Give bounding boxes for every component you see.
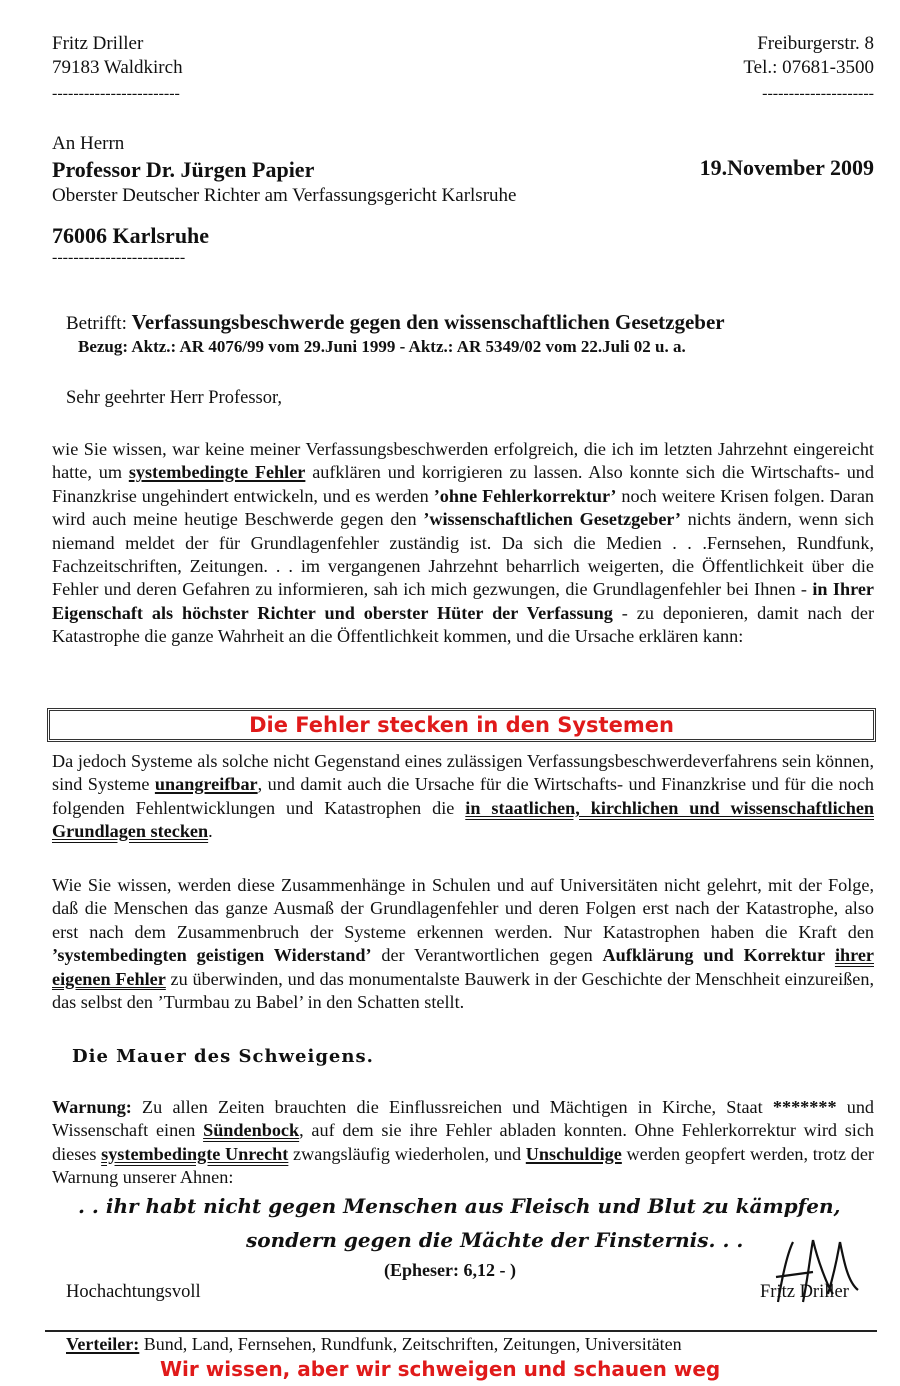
recipient-title: Oberster Deutscher Richter am Verfassungsgericht Karlsruhe — [52, 185, 517, 206]
p4-emph-unrecht: systembedingte Unrecht — [101, 1143, 289, 1164]
p1-emph-ohne-fehlerkorrektur: ’ohne Fehlerkorrektur’ — [433, 485, 617, 506]
distribution-label: Verteiler: — [66, 1334, 140, 1354]
sender-phone: Tel.: 07681-3500 — [743, 57, 874, 78]
p3-emph-widerstand: ’systembedingten geistigen Widerstand’ — [52, 945, 372, 966]
p4-warning-label: Warnung: — [52, 1097, 132, 1117]
p4-text-b: Zu allen Zeiten brauchten die Einflussreichen und Mächtigen in Kirche, Staat — [131, 1097, 773, 1117]
p3-text-c: der Verantwortlichen gegen — [371, 945, 603, 966]
p1-text-g: nichts ändern, wenn sich niemand meldet der für Grundlagenfehler zuständig ist. Da sich die Medien . . .Fernsehen, Rundfunk, Fachzeitschriften, Zeitungen. . . im vergangenen Jahrzehnt beharrlich weigerten, die Öffentlichkeit über die Fehler und deren Gefahren zu informieren, sah ich mich gezwungen, die Grundlagenfehler bei Ihnen - — [52, 509, 874, 600]
p4-stars: ******* — [772, 1097, 837, 1117]
p1-emph-hoechster-richter: in Ihrer Eigenschaft als höchster Richter und oberster Hüter der Verfassung — [52, 579, 875, 623]
greeting: Sehr geehrter Herr Professor, — [66, 388, 283, 408]
p3-text-g: zu überwinden, und das monumentalste Bauwerk in der Geschichte der Menschheit einzureißen, das selbst den ’Turmbau zu Babel’ in den Schatten stellt. — [52, 968, 875, 1013]
recipient-city: 76006 Karlsruhe — [52, 223, 210, 248]
footer-red-slogan: Wir wissen, aber wir schweigen und schauen weg — [160, 1357, 721, 1381]
recipient-name: Professor Dr. Jürgen Papier — [52, 157, 315, 182]
distribution-line — [66, 1334, 682, 1355]
p4-text-g: zwangsläufig wiederholen, und — [288, 1143, 526, 1164]
sender-contact-block — [743, 32, 874, 102]
signature-name: Fritz Driller — [760, 1282, 849, 1302]
paragraph-2 — [52, 750, 874, 844]
p4-emph-unschuldige: Unschuldige — [525, 1143, 622, 1164]
distribution-text: Bund, Land, Fernsehen, Rundfunk, Zeitschriften, Zeitungen, Universitäten — [139, 1334, 682, 1354]
sender-divider: ------------------------ — [52, 85, 180, 102]
paragraph-1 — [52, 438, 874, 649]
p1-emph-wiss-gesetzgeber: ’wissenschaftlichen Gesetzgeber’ — [423, 509, 681, 530]
p4-text-e: , auf dem sie ihre Fehler abladen konnten. Ohne Fehlerkorrektur wird sich dieses — [52, 1120, 874, 1164]
p2-emph-grundlagen: in staatlichen, kirchlichen und wissenschaftlichen Grundlagen stecken — [52, 797, 875, 842]
p2-text-e: . — [208, 821, 213, 842]
subject-reference: Bezug: Aktz.: AR 4076/99 vom 29.Juni 1999 - Aktz.: AR 5349/02 vom 22.Juli 02 u. a. — [78, 337, 686, 356]
sender-name: Fritz Driller — [52, 33, 144, 54]
recipient-block — [52, 132, 516, 266]
sender-block — [52, 32, 183, 102]
p2-emph-unangreifbar: unangreifbar — [154, 774, 258, 795]
highlight-banner: Die Fehler stecken in den Systemen — [47, 708, 876, 742]
recipient-divider: ------------------------- — [52, 249, 186, 266]
sender-street: Freiburgerstr. 8 — [757, 33, 874, 54]
p2-text-c: , und damit auch die Ursache für die Wirtschafts- und Finanzkrise und für die noch folgenden Fehlentwicklungen und Katastrophen die — [52, 774, 874, 818]
p1-text-c: aufklären und korrigieren zu lassen. Also konnte sich die Wirtschafts- und Finanzkrise ungehindert entwickeln, und es werden — [52, 462, 874, 506]
subject-line — [66, 310, 725, 335]
letter-date: 19.November 2009 — [699, 155, 874, 180]
p3-text-a: Wie Sie wissen, werden diese Zusammenhänge in Schulen und auf Universitäten nicht gelehrt, mit der Folge, daß die Menschen das ganze Ausmaß der Grundlagenfehler und deren Folgen erst nach der Katastrophe, also erst nach dem Zusammenbruch der Systeme erkennen werden. Nur Katastrophen haben die Kraft den — [52, 875, 874, 942]
footer-rule — [45, 1330, 877, 1332]
subject-text: Verfassungsbeschwerde gegen den wissenschaftlichen Gesetzgeber — [131, 310, 725, 334]
p3-space — [825, 945, 835, 965]
recipient-salutation: An Herrn — [52, 133, 125, 154]
quote-line-2: sondern gegen die Mächte der Finsternis. . . — [246, 1228, 744, 1252]
p2-text-a: Da jedoch Systeme als solche nicht Gegenstand eines zulässigen Verfassungsbeschwerdeverfahrens sein können, sind Systeme — [52, 751, 874, 795]
quote-line-1: . . ihr habt nicht gegen Menschen aus Fleisch und Blut zu kämpfen, — [78, 1194, 841, 1218]
p3-emph-aufklaerung: Aufklärung und Korrektur — [602, 945, 826, 966]
sender-city: 79183 Waldkirch — [52, 57, 183, 78]
subject-label: Betrifft: — [66, 313, 127, 334]
p3-emph-eigene-fehler: ihrer eigenen Fehler — [52, 945, 874, 989]
paragraph-4 — [52, 1096, 874, 1190]
p4-text-c: und Wissenschaft einen — [52, 1097, 875, 1141]
p4-text-i: werden geopfert werden, trotz der Warnung unserer Ahnen: — [52, 1143, 874, 1188]
p4-emph-suendenbock: Sündenbock — [203, 1120, 300, 1141]
p1-emph-systembedingte-fehler: systembedingte Fehler — [128, 462, 306, 483]
contact-divider: --------------------- — [762, 85, 874, 102]
closing: Hochachtungsvoll — [66, 1282, 201, 1302]
p1-text-i: - zu deponieren, damit nach der Katastrophe die ganze Wahrheit an die Öffentlichkeit kommen, und die Ursache erklären kann: — [52, 602, 874, 647]
p1-text-e: noch weitere Krisen folgen. Daran wird auch meine heutige Beschwerde gegen den — [52, 485, 875, 530]
mauer-heading: Die Mauer des Schweigens. — [72, 1046, 374, 1067]
quote-source: (Epheser: 6,12 - ) — [384, 1260, 516, 1280]
p1-text-a: wie Sie wissen, war keine meiner Verfassungsbeschwerden erfolgreich, die ich im letzten Jahrzehnt eingereicht hatte, um — [52, 439, 874, 483]
paragraph-3 — [52, 874, 874, 1014]
